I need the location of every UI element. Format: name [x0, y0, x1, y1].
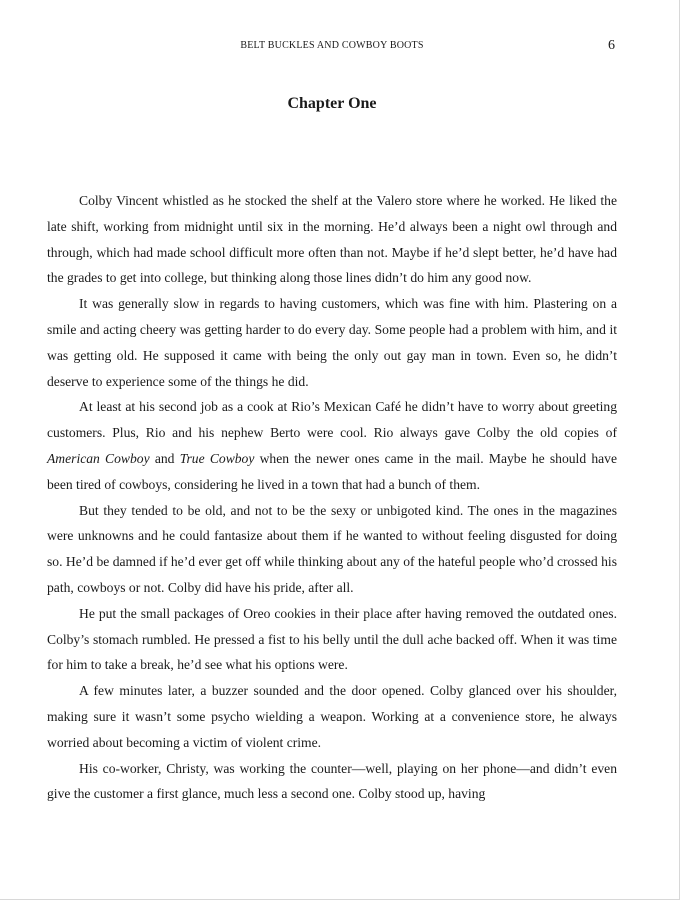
paragraph-text: Colby Vincent whistled as he stocked the shelf at the Valero store where he worked. He liked the late shift, working from midnight until six in the morning. He’d always been a night owl through and through, which had made school difficult more often than not. Maybe if he’d slept better, he’d have had the grades to get into college, but thinking along those lines didn’t do him any good now. [47, 193, 617, 286]
paragraph-text: A few minutes later, a buzzer sounded and the door opened. Colby glanced over his shoulder, making sure it wasn’t some psycho wielding a weapon. Working at a convenience store, he always worried about becoming a victim of violent crime. [47, 683, 617, 750]
paragraph [47, 498, 617, 601]
body-text [47, 188, 617, 807]
paragraph-text: At least at his second job as a cook at Rio’s Mexican Café he didn’t have to worry about greeting customers. Plus, Rio and his nephew Berto were cool. Rio always gave Colby the old copies of [47, 399, 617, 441]
running-head: BELT BUCKLES AND COWBOY BOOTS [240, 40, 424, 51]
magazine-title: American Cowboy [47, 450, 150, 466]
paragraph [47, 756, 617, 808]
chapter-title: Chapter One [287, 95, 377, 112]
paragraph-text: But they tended to be old, and not to be the sexy or unbigoted kind. The ones in the magazines were unknowns and he could fantasize about them if he wanted to without feeling disgusted for doing so. He’d be damned if he’d ever get off while thinking about any of the hateful people who’d crossed his path, cowboys or not. Colby did have his pride, after all. [47, 502, 617, 595]
paragraph-text: and [149, 450, 180, 466]
paragraph [47, 188, 617, 291]
paragraph-text: It was generally slow in regards to having customers, which was fine with him. Plastering on a smile and acting cheery was getting harder to do every day. Some people had a problem with him, and it was getting old. He supposed it came with being the only out gay man in town. Even so, he didn’t deserve to experience some of the things he did. [47, 296, 617, 389]
paragraph [47, 394, 617, 497]
paragraph-text: when the newer ones came in the mail. Maybe he should have been tired of cowboys, considering he lived in a town that had a bunch of them. [47, 450, 617, 492]
paragraph [47, 601, 617, 678]
paragraph-text: His co-worker, Christy, was working the counter—well, playing on her phone—and didn’t even give the customer a first glance, much less a second one. Colby stood up, having [47, 760, 617, 802]
magazine-title: True Cowboy [179, 450, 255, 466]
paragraph [47, 678, 617, 755]
paragraph [47, 291, 617, 394]
paragraph-text: He put the small packages of Oreo cookies in their place after having removed the outdated ones. Colby’s stomach rumbled. He pressed a fist to his belly until the dull ache backed off. When it was time for him to take a break, he’d see what his options were. [47, 605, 617, 673]
page-number: 6 [608, 38, 615, 53]
